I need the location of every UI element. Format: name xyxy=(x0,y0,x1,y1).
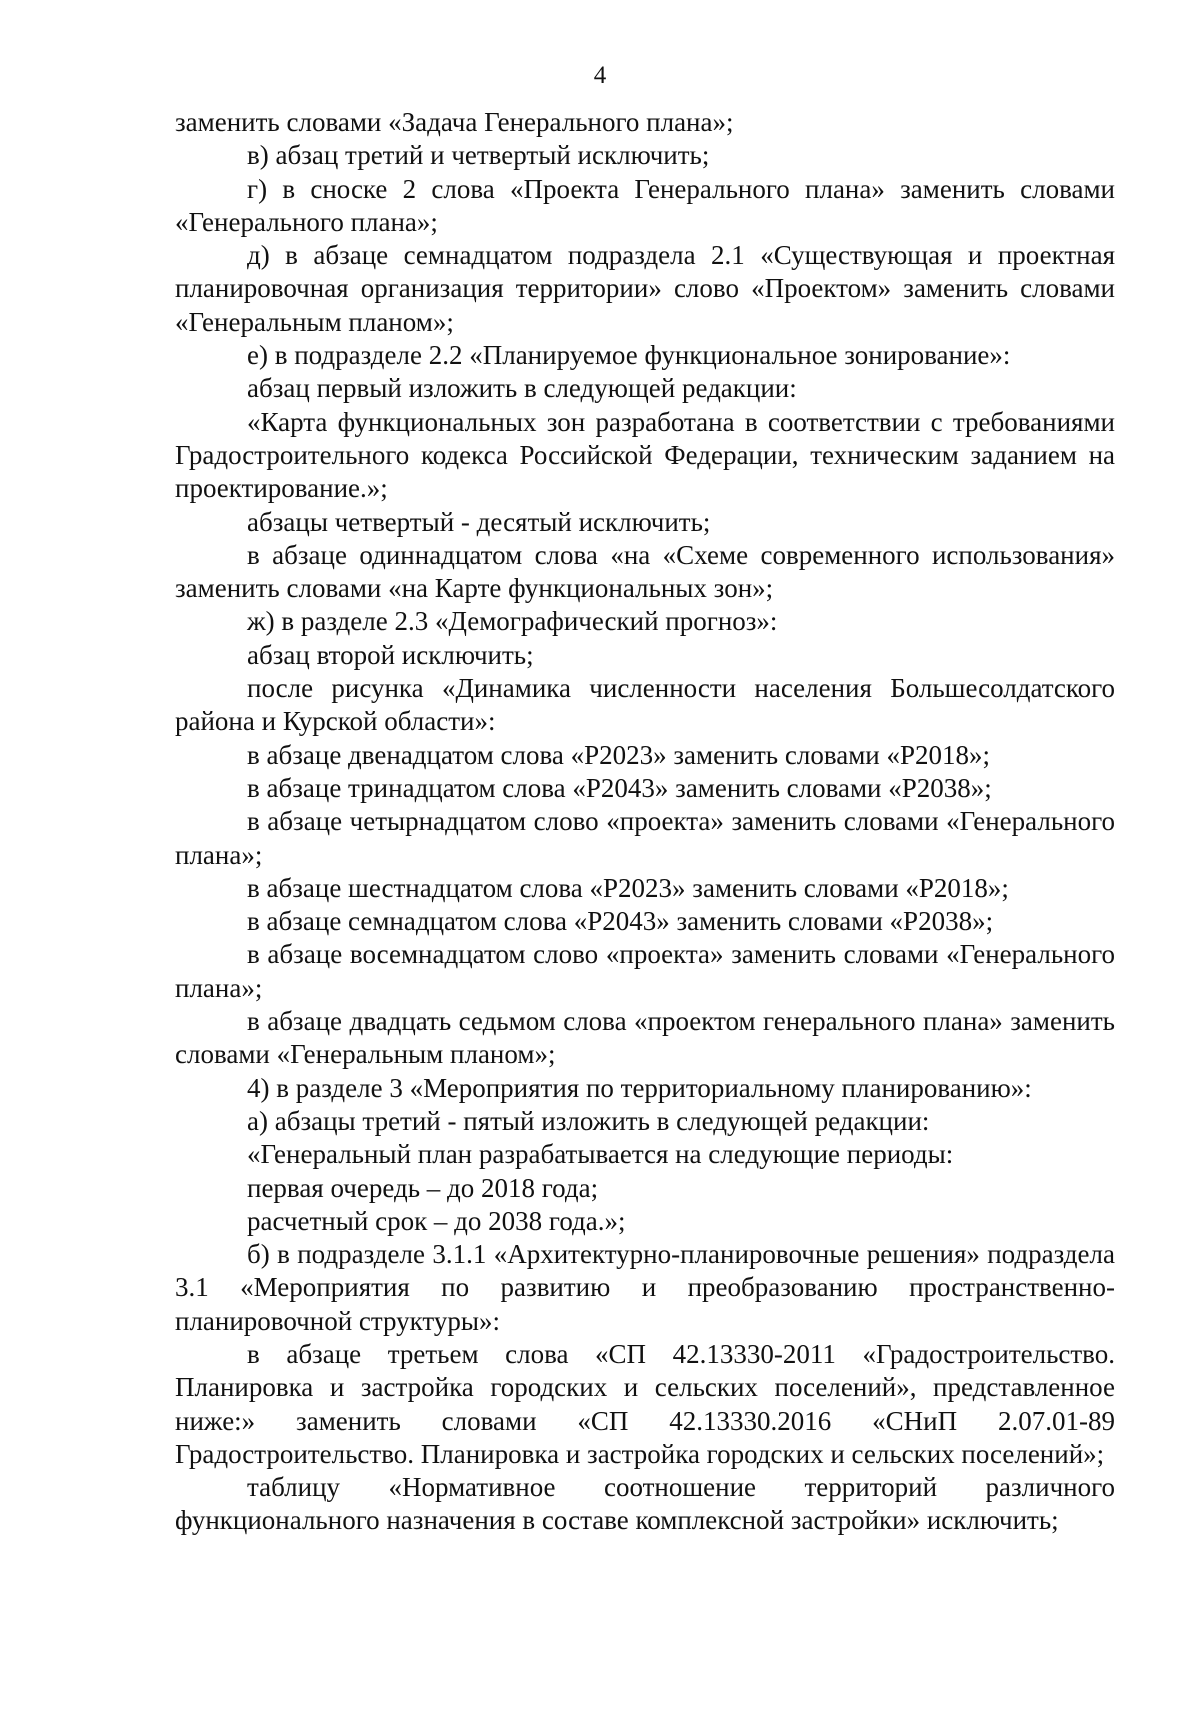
paragraph: в абзаце семнадцатом слова «P2043» заменить словами «P2038»; xyxy=(247,906,994,937)
paragraph: ж) в разделе 2.3 «Демографический прогноз»: xyxy=(247,606,778,637)
paragraph: в абзаце двадцать седьмом слова «проектом генерального плана» заменить словами «Генеральным планом»; xyxy=(175,1006,1115,1070)
paragraph: после рисунка «Динамика численности населения Большесолдатского района и Курской области»: xyxy=(175,673,1115,737)
paragraph: 4) в разделе 3 «Мероприятия по территориальному планированию»: xyxy=(247,1072,1032,1103)
paragraph: в абзаце шестнадцатом слова «P2023» заменить словами «P2018»; xyxy=(247,872,1009,903)
paragraph: первая очередь – до 2018 года; xyxy=(247,1172,599,1203)
paragraph: в абзаце тринадцатом слова «P2043» заменить словами «P2038»; xyxy=(247,772,992,803)
page-number: 4 xyxy=(593,62,607,89)
paragraph: абзац второй исключить; xyxy=(247,639,534,670)
paragraph: «Карта функциональных зон разработана в соответствии с требованиями Градостроительного кодекса Российской Федерации, техническим заданием на проектирование.»; xyxy=(175,406,1115,504)
paragraph: в абзаце двенадцатом слова «P2023» заменить словами «P2018»; xyxy=(247,739,991,770)
paragraph: д) в абзаце семнадцатом подраздела 2.1 «Существующая и проектная планировочная организация территории» слово «Проектом» заменить словами «Генеральным планом»; xyxy=(175,240,1115,337)
paragraph: таблицу «Нормативное соотношение территорий различного функционального назначения в составе комплексной застройки» исключить; xyxy=(175,1472,1115,1536)
paragraph: в абзаце одиннадцатом слова «на «Схеме современного использования» заменить словами «на Карте функциональных зон»; xyxy=(175,539,1115,604)
paragraph: абзац первый изложить в следующей редакции: xyxy=(247,373,797,404)
paragraph: а) абзацы третий - пятый изложить в следующей редакции: xyxy=(247,1105,930,1136)
document-body xyxy=(175,106,1115,1538)
paragraph: в абзаце третьем слова «СП 42.13330-2011 «Градостроительство. Планировка и застройка городских и сельских поселений», представленное ниже:» заменить словами «СП 42.13330.2016 «СНиП 2.07.01-89 Градостроительство. Планировка и застройка городских и сельских поселений»; xyxy=(175,1338,1115,1469)
paragraph: в абзаце четырнадцатом слово «проекта» заменить словами «Генерального плана»; xyxy=(175,806,1115,870)
paragraph: «Генеральный план разрабатывается на следующие периоды: xyxy=(247,1139,954,1170)
paragraph: заменить словами «Задача Генерального плана»; xyxy=(175,107,734,137)
paragraph: б) в подразделе 3.1.1 «Архитектурно-планировочные решения» подраздела 3.1 «Мероприятия по развитию и преобразованию пространственно-планировочной структуры»: xyxy=(175,1239,1115,1336)
paragraph: расчетный срок – до 2038 года.»; xyxy=(247,1205,626,1236)
paragraph: е) в подразделе 2.2 «Планируемое функциональное зонирование»: xyxy=(247,340,1011,371)
paragraph: в) абзац третий и четвертый исключить; xyxy=(247,140,710,171)
paragraph: в абзаце восемнадцатом слово «проекта» заменить словами «Генерального плана»; xyxy=(175,939,1115,1003)
paragraph: абзацы четвертый - десятый исключить; xyxy=(247,506,711,537)
paragraph: г) в сноске 2 слова «Проекта Генерального плана» заменить словами «Генерального плана»; xyxy=(175,173,1115,237)
